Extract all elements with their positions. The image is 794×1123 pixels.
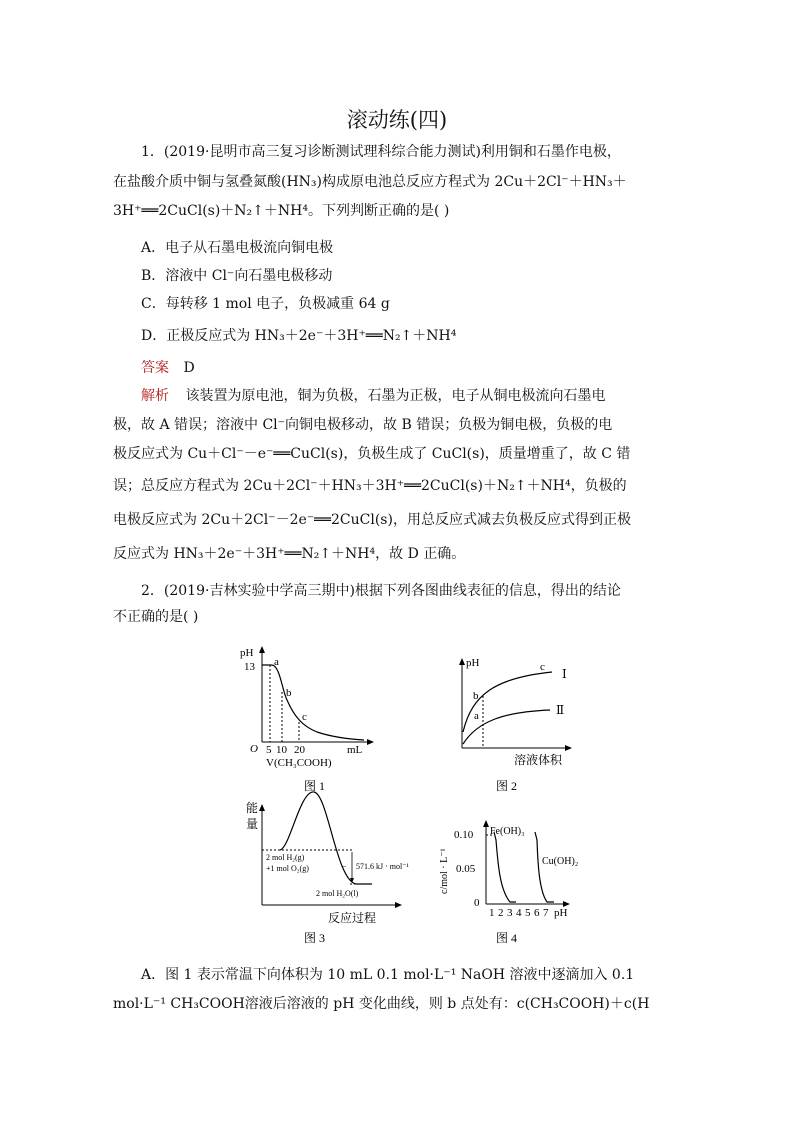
answer-value: D	[183, 360, 195, 376]
fig1-xtick-10: 10	[276, 744, 287, 756]
fig3-delta-sign: −	[342, 862, 347, 871]
fig3-ylabel-2: 量	[246, 817, 259, 831]
fig4-xtick-1: 1	[489, 907, 495, 919]
q1-answer	[141, 358, 195, 378]
fig1-point-c: c	[302, 711, 307, 723]
q2-stem-line2: 不正确的是( )	[113, 609, 199, 625]
fig3-ylabel-1: 能	[246, 801, 259, 815]
fig4-xtick-3: 3	[507, 907, 513, 919]
fig3-delta: 571.6 kJ · mol⁻¹	[356, 862, 409, 871]
fig1-xtick-5: 5	[266, 744, 272, 756]
fig4-ytick-005: 0.05	[456, 863, 476, 875]
fig1-xtick-20: 20	[294, 744, 305, 756]
fig2-ylabel: pH	[466, 657, 480, 669]
fig4-xtick-6: 6	[534, 907, 540, 919]
q1-option-d: D．正极反应式为 HN₃＋2e⁻＋3H⁺══N₂↑＋NH⁴	[141, 328, 457, 344]
fig4-series-cuoh2: Cu(OH)₂	[542, 856, 579, 867]
q1-stem-line2: 在盐酸介质中铜与氢叠氮酸(HN₃)构成原电池总反应方程式为 2Cu＋2Cl⁻＋HN₃＋	[113, 174, 627, 190]
q1-option-b: B．溶液中 Cl⁻向石墨电极移动	[141, 268, 333, 284]
fig2-point-c: c	[540, 661, 545, 673]
fig2-point-a: a	[474, 710, 479, 722]
q1-stem-line3: 3H⁺══2CuCl(s)＋N₂↑＋NH⁴。下列判断正确的是( )	[113, 203, 450, 219]
fig4-ytick-010: 0.10	[454, 829, 474, 841]
fig1-xunit: mL	[347, 744, 363, 756]
fig3-reactant-1: 2 mol H₂(g)	[266, 853, 305, 862]
fig1-point-a: a	[274, 656, 279, 668]
figure-3	[246, 792, 409, 945]
fig1-origin: O	[250, 743, 258, 755]
fig1-xlabel: V(CH₃COOH)	[266, 757, 332, 769]
q1-explanation-line5: 电极反应式为 2Cu＋2Cl⁻－2e⁻══2CuCl(s)，用总反应式减去负极反应式得到正极	[113, 512, 631, 528]
q1-explanation-line2: 极，故 A 错误；溶液中 Cl⁻向铜电极移动，故 B 错误；负极为铜电极，负极的电	[113, 417, 613, 433]
fig3-reactant-2: +1 mol O₂(g)	[266, 864, 309, 873]
figure-1	[240, 646, 374, 793]
fig1-ylabel: pH	[240, 647, 254, 659]
fig4-xtick-2: 2	[498, 907, 504, 919]
fig4-series-feoh3: Fe(OH)₃	[490, 826, 525, 837]
fig3-product: 2 mol H₂O(l)	[316, 889, 359, 898]
fig2-curve-1: Ⅰ	[562, 667, 567, 681]
answer-label: 答案	[141, 360, 169, 376]
figures-svg	[232, 640, 600, 950]
fig2-point-b: b	[473, 690, 479, 702]
figure-2	[459, 657, 572, 793]
fig4-xtick-5: 5	[525, 907, 531, 919]
fig4-xunit: pH	[554, 907, 568, 919]
fig3-xlabel: 反应过程	[328, 911, 377, 925]
fig4-ylabel: c/mol · L⁻¹	[439, 848, 450, 894]
explanation-text: 该装置为原电池，铜为负极，石墨为正极，电子从铜电极流向石墨电	[185, 388, 606, 404]
fig4-xtick-7: 7	[543, 907, 549, 919]
figure-panel	[232, 640, 600, 950]
fig4-xtick-4: 4	[516, 907, 522, 919]
q2-option-a-line1: A．图 1 表示常温下向体积为 10 mL 0.1 mol·L⁻¹ NaOH 溶液中逐滴加入 0.1	[141, 967, 635, 983]
fig1-ytick-13: 13	[244, 661, 255, 673]
fig2-caption: 图 2	[496, 779, 518, 793]
q2-option-a-line2: mol·L⁻¹ CH₃COOH溶液后溶液的 pH 变化曲线，则 b 点处有：c(CH₃COOH)＋c(H	[113, 996, 650, 1012]
q1-explanation-line4: 误；总反应方程式为 2Cu＋2Cl⁻＋HN₃＋3H⁺══2CuCl(s)＋N₂↑＋NH⁴，负极的	[113, 478, 627, 494]
q2-stem-line1: 2．(2019·吉林实验中学高三期中)根据下列各图曲线表征的信息，得出的结论	[141, 583, 621, 599]
q1-option-a: A．电子从石墨电极流向铜电极	[141, 240, 334, 256]
q1-explanation-line3: 极反应式为 Cu＋Cl⁻－e⁻══CuCl(s)，负极生成了 CuCl(s)，质量增重了，故 C 错	[113, 446, 631, 462]
fig1-point-b: b	[286, 687, 292, 699]
q1-explanation-line1	[141, 386, 605, 406]
q1-stem-line1: 1．(2019·昆明市高三复习诊断测试理科综合能力测试)利用铜和石墨作电极，	[141, 144, 621, 160]
q1-explanation-line6: 反应式为 HN₃＋2e⁻＋3H⁺══N₂↑＋NH⁴，故 D 正确。	[113, 546, 466, 562]
fig4-ytick-0: 0	[474, 897, 480, 909]
q1-option-c: C．每转移 1 mol 电子，负极减重 64 g	[141, 296, 390, 312]
fig1-caption: 图 1	[304, 779, 326, 793]
page-title: 滚动练(四)	[346, 108, 448, 132]
fig3-caption: 图 3	[304, 931, 326, 945]
fig2-curve-2: Ⅱ	[556, 703, 565, 717]
fig2-xlabel: 溶液体积	[514, 753, 563, 767]
figure-4	[439, 820, 578, 945]
fig4-caption: 图 4	[496, 931, 518, 945]
explanation-label: 解析	[141, 388, 169, 404]
